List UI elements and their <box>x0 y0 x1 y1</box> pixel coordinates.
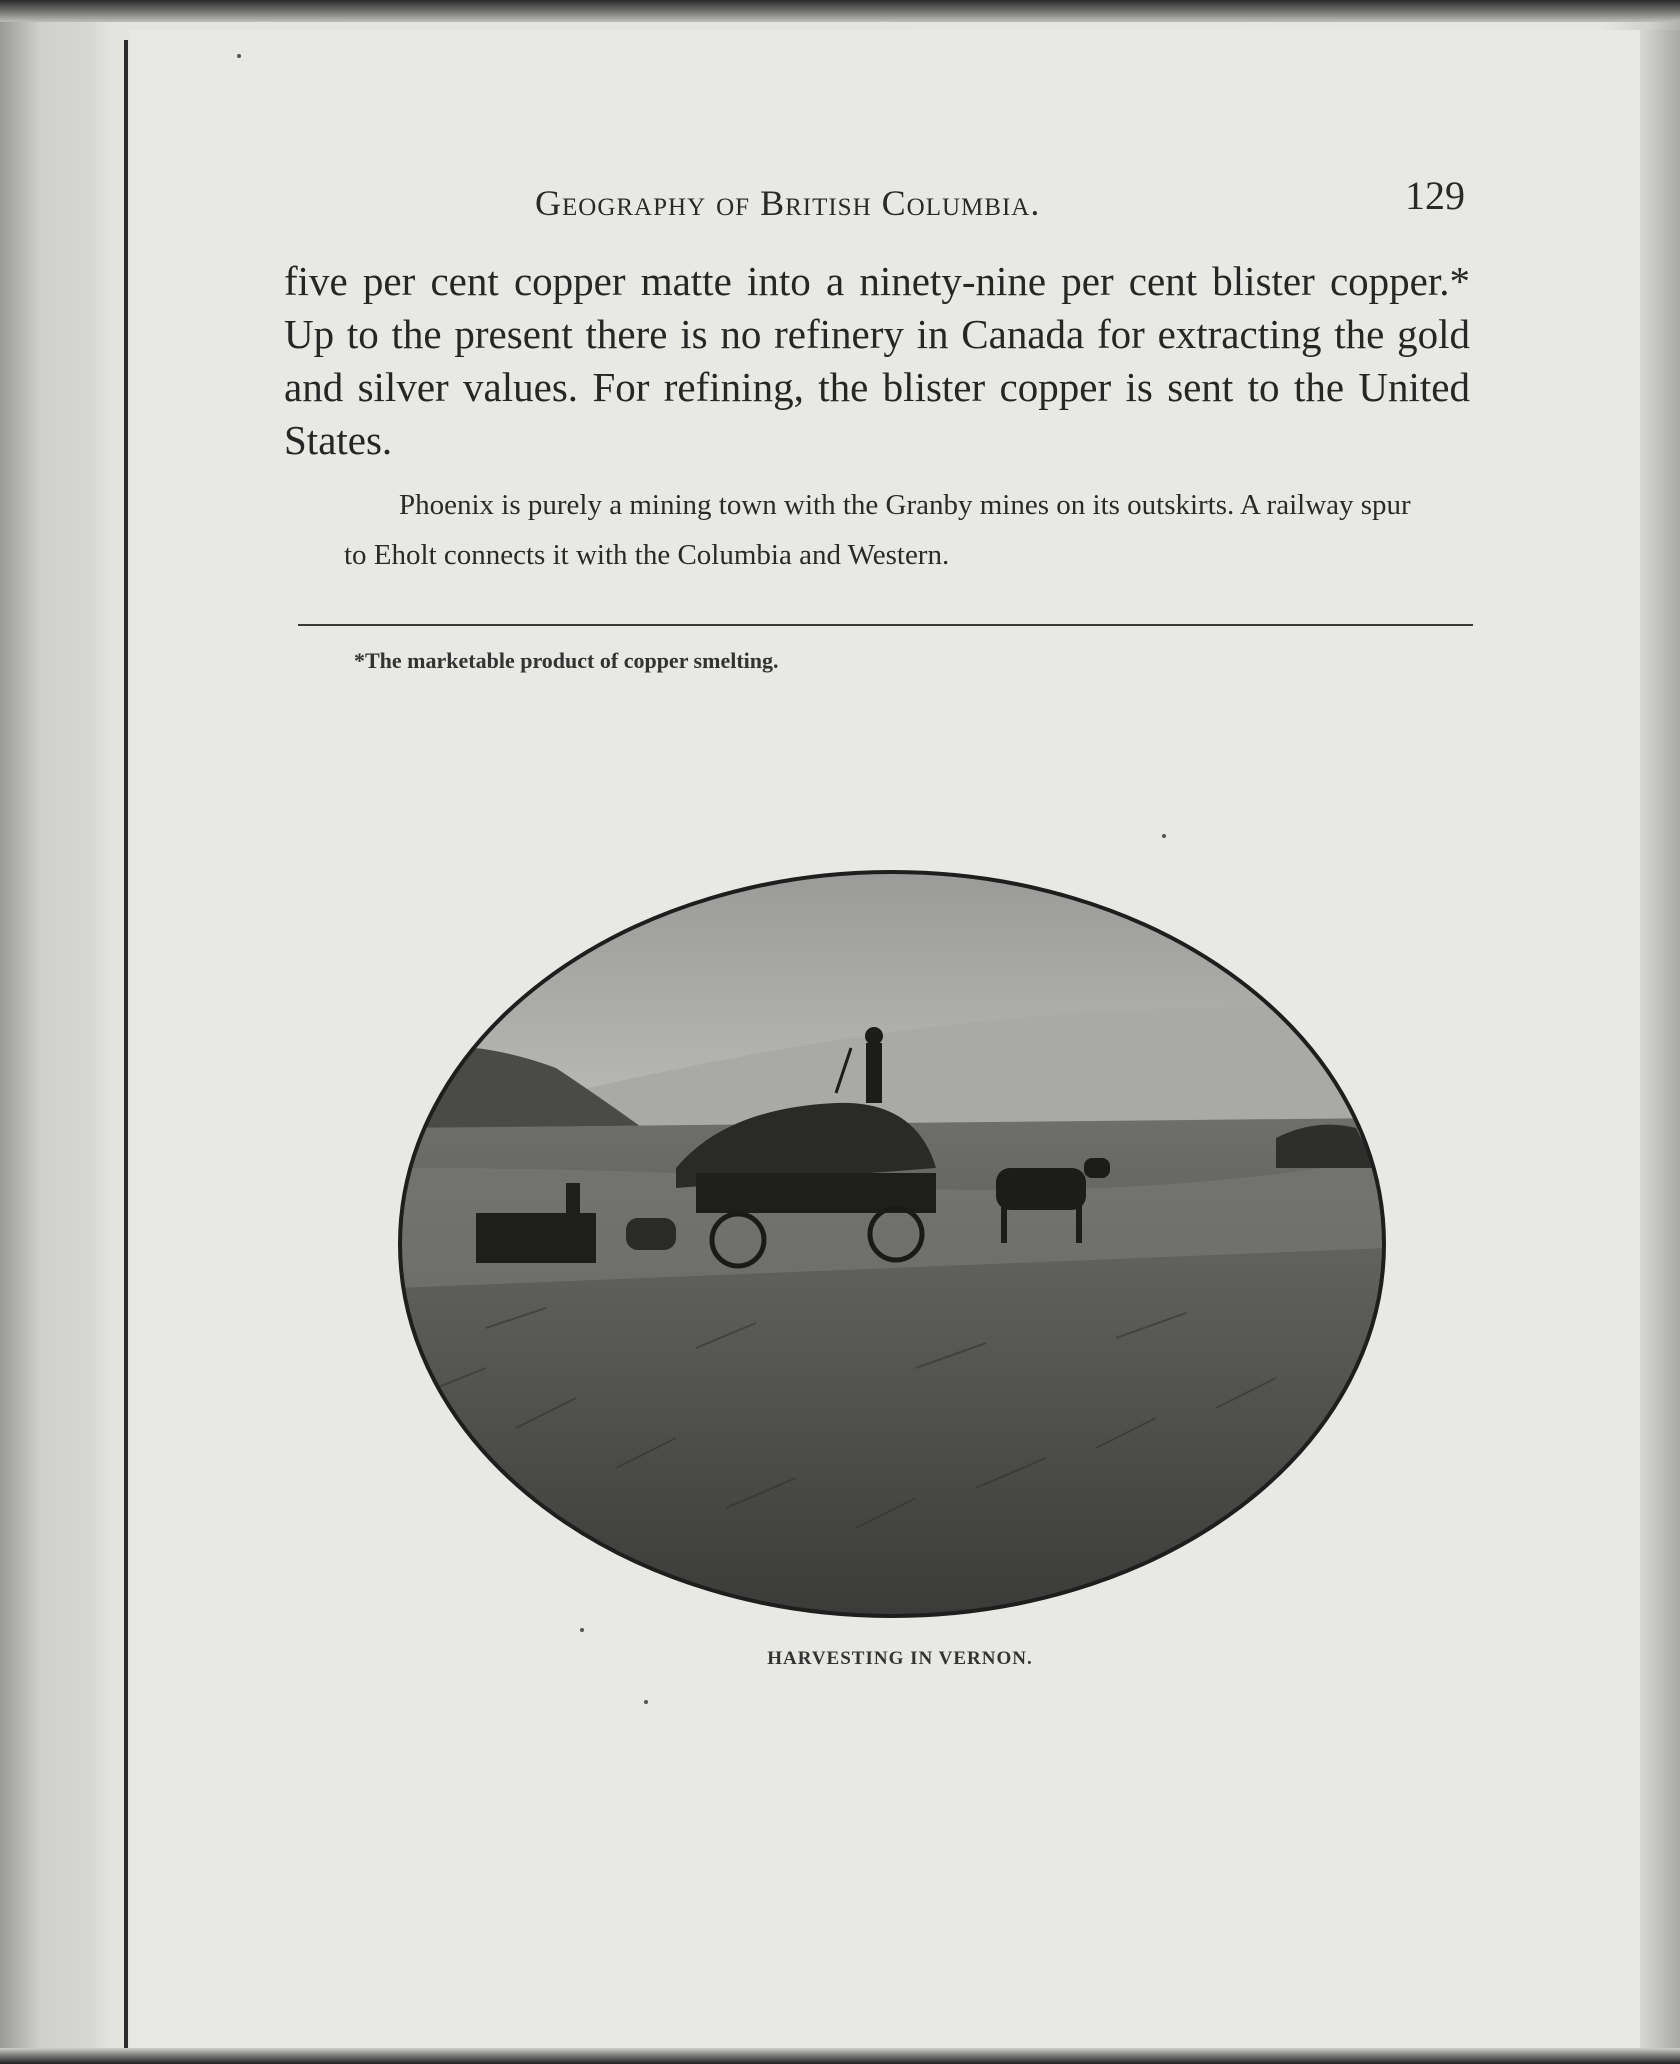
dust-speck <box>1162 834 1166 838</box>
scan-bottom-edge <box>0 2048 1680 2064</box>
binding-edge <box>124 40 128 2050</box>
running-header <box>280 168 1475 234</box>
dust-speck <box>237 54 241 58</box>
main-paragraph: five per cent copper matte into a ninety-nine per cent blister copper.* Up to the present there is no refinery in Canada for extracting the gold and silver values. For refining, the blister copper is sent to the United States. <box>284 258 1470 463</box>
page-right-edge <box>1640 30 1680 2050</box>
scan-top-edge <box>0 0 1680 22</box>
footnote: *The marketable product of copper smelting. <box>354 648 779 673</box>
figure-caption: HARVESTING IN VERNON. <box>767 1648 1033 1669</box>
running-title: Geography of British Columbia. <box>535 183 1041 223</box>
small-paragraph <box>344 480 1418 580</box>
small-paragraph-text: Phoenix is purely a mining town with the Granby mines on its outskirts. A railway spur to Eholt connects it with the Columbia and Western. <box>344 489 1411 571</box>
dust-speck <box>644 1700 648 1704</box>
footnote-rule <box>298 624 1473 626</box>
dust-speck <box>580 1628 584 1632</box>
page-number: 129 <box>1405 173 1465 218</box>
harvest-photo <box>396 868 1388 1620</box>
